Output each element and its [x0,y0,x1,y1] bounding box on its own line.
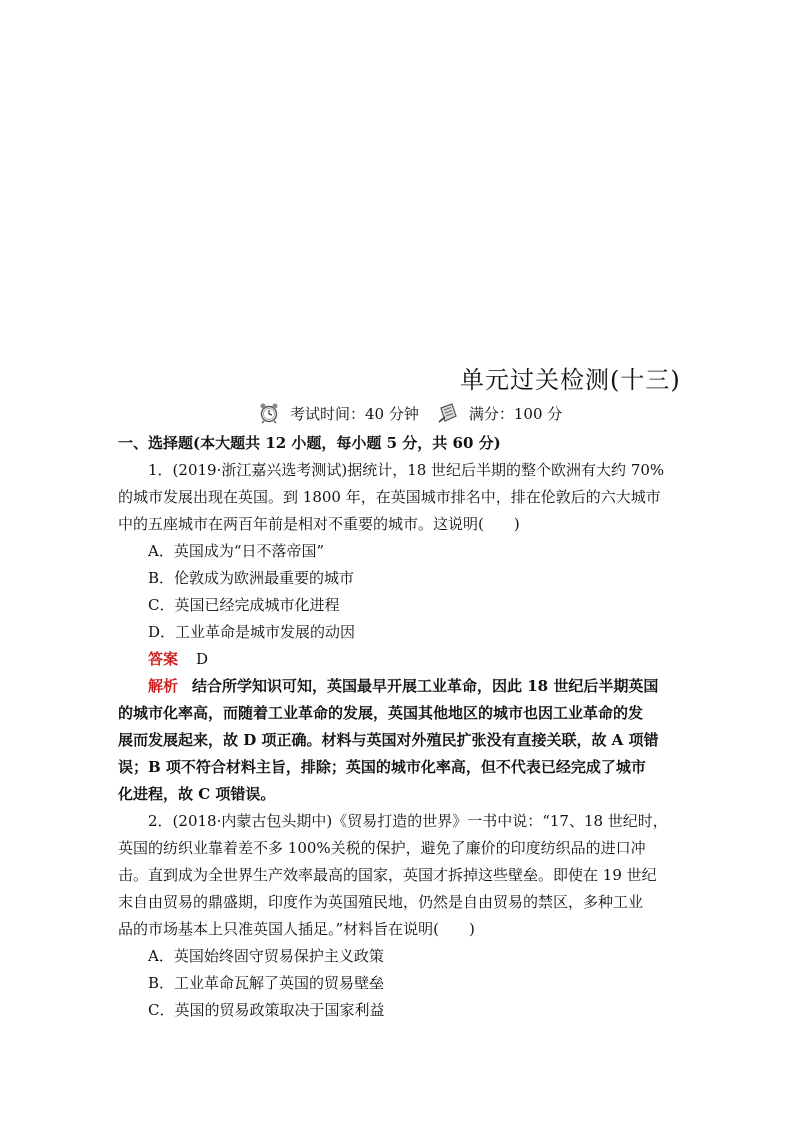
score-paper-icon [437,402,459,424]
answer-value: D [196,650,209,668]
q2-option-a: A．英国始终固守贸易保护主义政策 [148,947,384,965]
exam-score: 满分：100 分 [468,404,563,423]
q1-answer [118,646,678,673]
q2-line: 2．(2018·内蒙古包头期中)《贸易打造的世界》一书中说：“17、18 世纪时， [148,812,668,830]
q1-analysis-line: 的城市化率高，而随着工业革命的发展，英国其他地区的城市也因工业革命的发 [118,704,644,722]
q1-text: 1．(2019·浙江嘉兴选考测试)据统计，18 世纪后半期的整个欧洲有大约 70% [148,461,665,479]
exam-info [258,401,562,425]
q1-analysis-line: 化进程，故 C 项错误。 [118,785,276,803]
q1-option-d: D．工业革命是城市发展的动因 [148,623,356,641]
q1-analysis-line: 展而发展起来，故 D 项正确。材料与英国对外殖民扩张没有直接关联，故 A 项错 [118,731,659,749]
q2-line: 英国的纺织业靠着差不多 100%关税的保护，避免了廉价的印度纺织品的进口冲 [118,839,646,857]
q1-line: 中的五座城市在两百年前是相对不重要的城市。这说明( ) [118,515,520,533]
section-heading: 一、选择题(本大题共 12 小题，每小题 5 分，共 60 分) [118,434,501,452]
analysis-label: 解析 [148,677,179,695]
q2-line: 末自由贸易的鼎盛期，印度作为英国殖民地，仍然是自由贸易的禁区，多种工业 [118,893,644,911]
alarm-clock-icon [258,402,280,424]
answer-label: 答案 [148,650,179,668]
exam-time: 考试时间：40 分钟 [290,404,419,423]
q1-analysis [118,673,678,700]
analysis-text: 结合所学知识可知，英国最早开展工业革命，因此 18 世纪后半期英国 [192,677,659,695]
q1-analysis-line: 误；B 项不符合材料主旨，排除；英国的城市化率高，但不代表已经完成了城市 [118,758,646,776]
q1-option-b: B．伦敦成为欧洲最重要的城市 [148,569,355,587]
q2-option-b: B．工业革命瓦解了英国的贸易壁垒 [148,974,385,992]
q2-line: 击。直到成为全世界生产效率最高的国家，英国才拆掉这些壁垒。即使在 19 世纪 [118,866,657,884]
q2-option-c: C．英国的贸易政策取决于国家利益 [148,1001,385,1019]
q2-line: 品的市场基本上只准英国人插足。”材料旨在说明( ) [118,920,475,938]
q1-option-a: A．英国成为“日不落帝国” [148,542,325,560]
q1-option-c: C．英国已经完成城市化进程 [148,596,340,614]
q1-line [118,457,678,484]
document-body [118,430,678,1024]
q1-line: 的城市发展出现在英国。到 1800 年，在英国城市排名中，排在伦敦后的六大城市 [118,488,661,506]
page-title: 单元过关检测(十三) [460,366,681,394]
